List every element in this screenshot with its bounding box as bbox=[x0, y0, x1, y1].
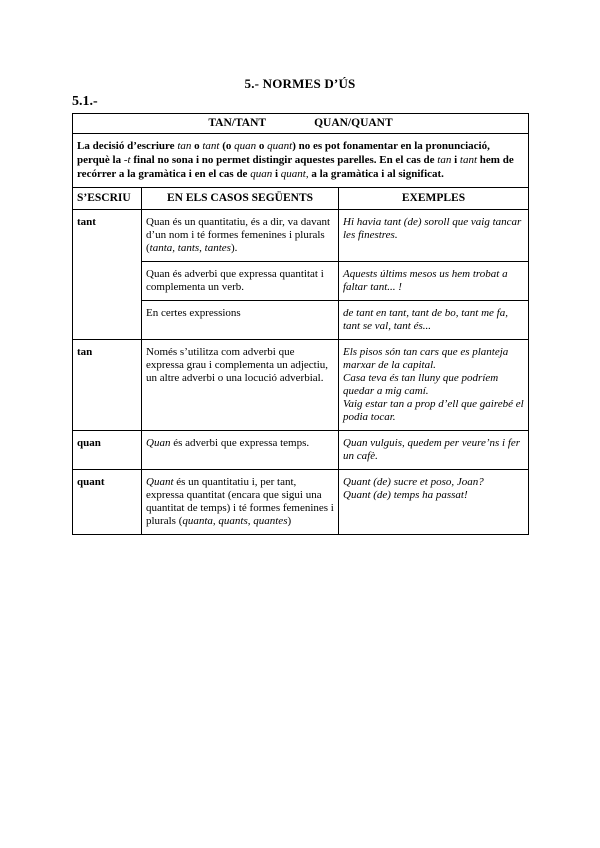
example-sentence: Quant (de) sucre et poso, Joan? bbox=[343, 476, 484, 488]
intro-segment: quant, bbox=[280, 168, 309, 180]
case-segment: En certes expressions bbox=[146, 307, 241, 319]
intro-segment: (o bbox=[219, 140, 235, 152]
example-sentence: Quant (de) temps ha passat! bbox=[343, 489, 468, 501]
intro-segment: o bbox=[256, 140, 268, 152]
intro-segment: tant bbox=[202, 140, 220, 152]
intro-segment: -t bbox=[123, 154, 131, 166]
case-segment: quanta, quants, quantes bbox=[182, 515, 288, 527]
table-row bbox=[73, 262, 529, 301]
examples-cell bbox=[339, 431, 529, 470]
examples-cell bbox=[339, 340, 529, 431]
case-description-cell bbox=[142, 210, 339, 262]
case-segment: és un quantitatiu i, per tant, expressa quantitat (encara que sigui una quantitat de temps) i té formes femenines i plurals ( bbox=[146, 476, 334, 527]
section-label: 5.1.- bbox=[72, 94, 98, 109]
case-segment: Només s’utilitza com adverbi que expressa grau i complementa un adjectiu, un altre adverbi o una locució adverbial. bbox=[146, 346, 329, 384]
intro-segment: o bbox=[191, 140, 203, 152]
examples-cell bbox=[339, 210, 529, 262]
table-row bbox=[73, 210, 529, 262]
intro-segment: quan bbox=[250, 168, 273, 180]
intro-segment: ) no es pot fonamentar en la pronunciació, perquè la bbox=[77, 140, 490, 166]
intro-segment: tant bbox=[459, 154, 478, 166]
case-segment: és adverbi que expressa temps. bbox=[170, 437, 310, 449]
table-header-row bbox=[73, 114, 529, 134]
table-row bbox=[73, 431, 529, 470]
example-sentence: de tant en tant, tant de bo, tant me fa, tant se val, tant és... bbox=[343, 307, 508, 332]
column-header-row bbox=[73, 188, 529, 210]
case-description-cell bbox=[142, 301, 339, 340]
intro-segment: tan bbox=[437, 154, 452, 166]
case-description-cell bbox=[142, 431, 339, 470]
case-segment: Quan és un quantitatiu, és a dir, va davant d’un nom i té formes femenines i plurals ( bbox=[146, 216, 331, 254]
example-sentence: Quan vulguis, quedem per veure’ns i fer un cafè. bbox=[343, 437, 521, 462]
case-segment: Quan és adverbi que expressa quantitat i complementa un verb. bbox=[146, 268, 324, 293]
example-sentence: Aquests últims mesos us hem trobat a faltar tant... ! bbox=[343, 268, 508, 293]
column-header-examples: EXEMPLES bbox=[339, 188, 529, 210]
examples-cell bbox=[339, 470, 529, 535]
intro-segment: quan bbox=[234, 140, 257, 152]
usage-table bbox=[72, 113, 529, 535]
header-quan-quant: QUAN/QUANT bbox=[314, 117, 393, 129]
case-description-cell bbox=[142, 470, 339, 535]
column-header-cases: EN ELS CASOS SEGÜENTS bbox=[142, 188, 339, 210]
intro-text bbox=[73, 134, 529, 188]
examples-cell bbox=[339, 262, 529, 301]
table-row bbox=[73, 470, 529, 535]
case-segment: tanta, tants, tantes bbox=[149, 242, 231, 254]
case-description-cell bbox=[142, 340, 339, 431]
table-row bbox=[73, 301, 529, 340]
header-tan-tant: TAN/TANT bbox=[208, 117, 267, 129]
word-cell: quant bbox=[73, 470, 142, 535]
intro-segment: i bbox=[272, 168, 281, 180]
word-cell: quan bbox=[73, 431, 142, 470]
example-sentence: Casa teva és tan lluny que podríem quedar a mig camí. bbox=[343, 372, 499, 397]
table-header bbox=[73, 114, 529, 134]
case-segment: Quan bbox=[146, 437, 171, 449]
case-segment: ). bbox=[230, 242, 238, 254]
intro-segment: final no sona i no permet distingir aquestes parelles. En el cas de bbox=[130, 154, 438, 166]
case-segment: ) bbox=[287, 515, 292, 527]
page-title: 5.- NORMES D’ÚS bbox=[244, 76, 356, 91]
word-cell: tan bbox=[73, 340, 142, 431]
word-cell: tant bbox=[73, 210, 142, 340]
intro-row bbox=[73, 134, 529, 188]
example-sentence: Els pisos són tan cars que es planteja marxar de la capital. bbox=[343, 346, 509, 371]
example-sentence: Hi havia tant (de) soroll que vaig tancar les finestres. bbox=[343, 216, 522, 241]
intro-segment: hem de recórrer a la gramàtica i en el cas de bbox=[77, 154, 514, 180]
intro-segment: tan bbox=[177, 140, 192, 152]
table-row bbox=[73, 340, 529, 431]
example-sentence: Vaig estar tan a prop d’ell que gairebé el podia tocar. bbox=[343, 398, 524, 423]
case-description-cell bbox=[142, 262, 339, 301]
column-header-word: S’ESCRIU bbox=[73, 188, 142, 210]
intro-segment: i bbox=[451, 154, 460, 166]
intro-segment: quant bbox=[267, 140, 293, 152]
intro-segment: La decisió d’escriure bbox=[77, 140, 178, 152]
examples-cell bbox=[339, 301, 529, 340]
intro-segment: a la gramàtica i al significat. bbox=[308, 168, 444, 180]
case-segment: Quant bbox=[146, 476, 174, 488]
